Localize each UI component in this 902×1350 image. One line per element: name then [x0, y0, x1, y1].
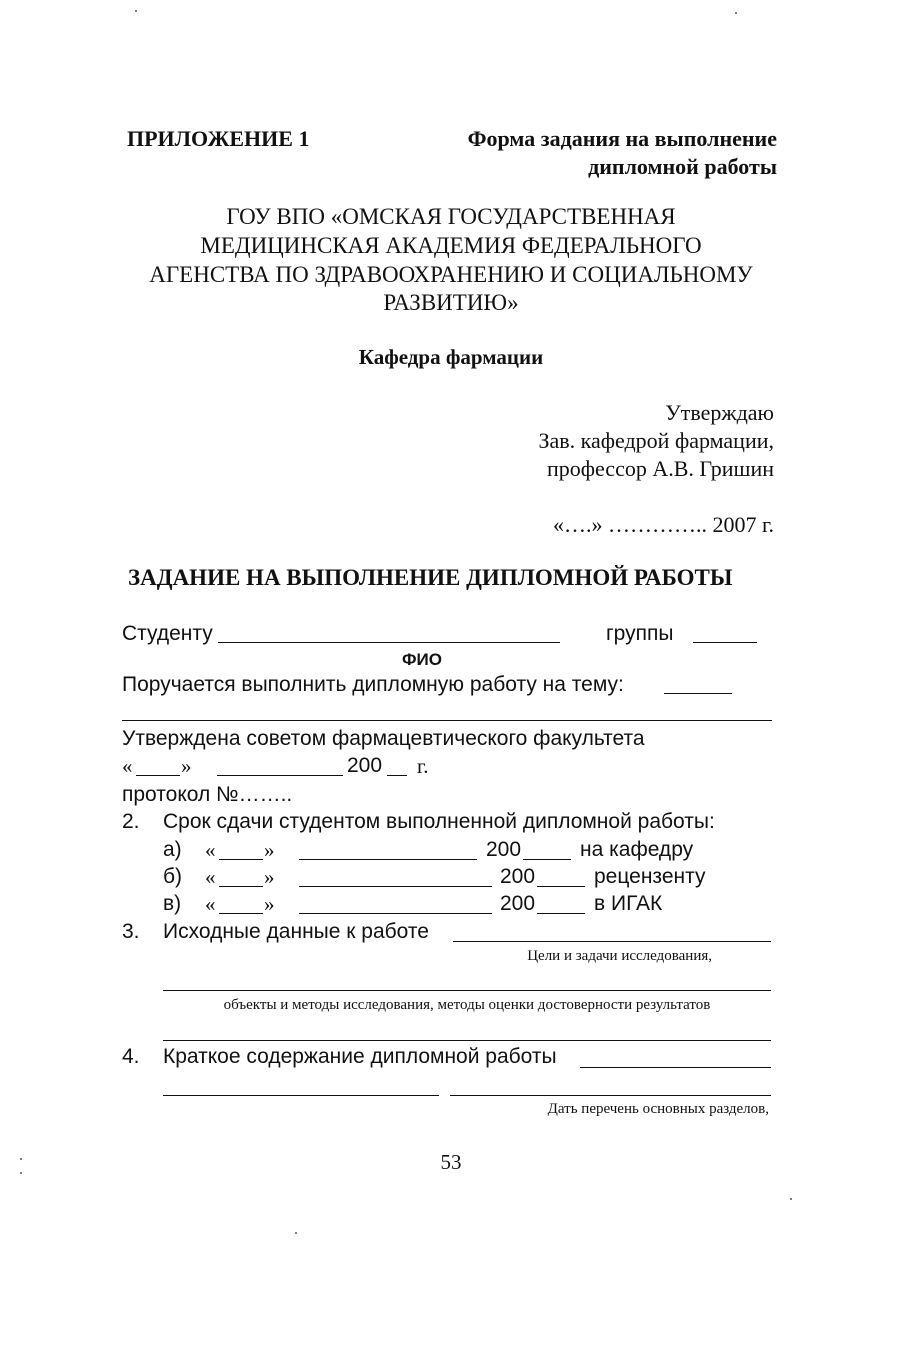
deadline-month-field[interactable]	[299, 886, 492, 887]
source-data-field-line-2[interactable]	[163, 990, 771, 991]
deadline-year: 200	[500, 892, 536, 915]
topic-field-continued[interactable]	[122, 720, 772, 721]
item3-number: 3.	[122, 920, 140, 943]
approved-quote-open: «	[122, 754, 133, 778]
org-line-2: МЕДИЦИНСКАЯ АКАДЕМИЯ ФЕДЕРАЛЬНОГО	[200, 233, 702, 258]
scan-speck	[20, 1172, 22, 1174]
summary-field[interactable]	[580, 1067, 771, 1068]
topic-field[interactable]	[664, 693, 732, 694]
document-title: ЗАДАНИЕ НА ВЫПОЛНЕНИЕ ДИПЛОМНОЙ РАБОТЫ	[128, 565, 733, 590]
scan-speck	[790, 1198, 792, 1200]
deadline-destination: рецензенту	[594, 865, 706, 888]
page-number: 53	[440, 1150, 462, 1174]
approved-year-field[interactable]	[387, 775, 407, 776]
scan-speck	[20, 1158, 22, 1160]
form-title-line-1: Форма задания на выполнение	[467, 126, 777, 151]
summary-field-line-2a[interactable]	[163, 1095, 439, 1096]
item3-text: Исходные данные к работе	[163, 920, 429, 943]
approval-line-2: Зав. кафедрой фармации,	[538, 428, 774, 453]
approval-date: «….» ………….. 2007 г.	[552, 512, 774, 537]
approved-label: Утверждена советом фармацевтического факультета	[122, 727, 645, 750]
source-data-field[interactable]	[453, 941, 771, 942]
approved-quote-close: »	[181, 754, 192, 778]
approved-year: 200	[347, 754, 383, 777]
topic-label: Поручается выполнить дипломную работу на тему:	[122, 673, 624, 696]
approval-line-1: Утверждаю	[665, 400, 774, 425]
item4-text: Краткое содержание дипломной работы	[163, 1045, 557, 1068]
deadline-destination: в ИГАК	[594, 892, 663, 915]
deadline-letter: в)	[163, 892, 182, 915]
deadline-month-field[interactable]	[299, 859, 477, 860]
department-name: Кафедра фармации	[358, 345, 544, 369]
org-line-4: РАЗВИТИЮ»	[383, 290, 519, 315]
deadline-letter: а)	[163, 838, 182, 861]
approved-day-field[interactable]	[136, 775, 180, 776]
deadline-day-field[interactable]	[219, 886, 263, 887]
item3-caption-methods: объекты и методы исследования, методы оценки достоверности результатов	[223, 997, 711, 1013]
scan-speck	[135, 10, 137, 12]
deadline-quote-open: «	[205, 865, 216, 889]
item3-caption-goals: Цели и задачи исследования,	[527, 948, 712, 964]
appendix-label: ПРИЛОЖЕНИЕ 1	[127, 126, 310, 151]
deadline-destination: на кафедру	[580, 838, 694, 861]
source-data-field-line-3[interactable]	[163, 1040, 771, 1041]
item2-text: Срок сдачи студентом выполненной дипломной работы:	[163, 810, 715, 833]
deadline-quote-open: «	[205, 892, 216, 916]
scan-speck	[295, 1232, 297, 1234]
student-name-field[interactable]	[218, 642, 560, 643]
approved-month-field[interactable]	[217, 775, 343, 776]
deadline-year-field[interactable]	[537, 886, 585, 887]
item4-number: 4.	[122, 1045, 140, 1068]
deadline-year-field[interactable]	[537, 913, 585, 914]
deadline-quote-open: «	[205, 838, 216, 862]
group-field[interactable]	[693, 642, 757, 643]
approved-year-suffix: г.	[417, 754, 429, 778]
deadline-quote-close: »	[264, 865, 275, 889]
deadline-year: 200	[500, 865, 536, 888]
approval-line-3: профессор А.В. Гришин	[546, 456, 774, 481]
deadline-day-field[interactable]	[219, 859, 263, 860]
deadline-month-field[interactable]	[299, 913, 492, 914]
org-line-1: ГОУ ВПО «ОМСКАЯ ГОСУДАРСТВЕННАЯ	[226, 204, 676, 229]
deadline-letter: б)	[163, 865, 183, 888]
deadline-year-field[interactable]	[523, 859, 571, 860]
deadline-quote-close: »	[264, 838, 275, 862]
protocol-label: протокол №……..	[122, 783, 293, 806]
deadline-day-field[interactable]	[219, 913, 263, 914]
group-label: группы	[606, 622, 674, 645]
fio-caption: ФИО	[402, 650, 442, 669]
item2-number: 2.	[122, 810, 140, 833]
item4-caption: Дать перечень основных разделов,	[547, 1101, 769, 1117]
org-line-3: АГЕНСТВА ПО ЗДРАВООХРАНЕНИЮ И СОЦИАЛЬНОМУ	[149, 262, 753, 287]
form-title-line-2: дипломной работы	[588, 154, 777, 179]
deadline-quote-close: »	[264, 892, 275, 916]
scan-speck	[735, 12, 737, 14]
summary-field-line-2b[interactable]	[450, 1095, 771, 1096]
student-label: Студенту	[122, 622, 213, 645]
deadline-year: 200	[486, 838, 522, 861]
